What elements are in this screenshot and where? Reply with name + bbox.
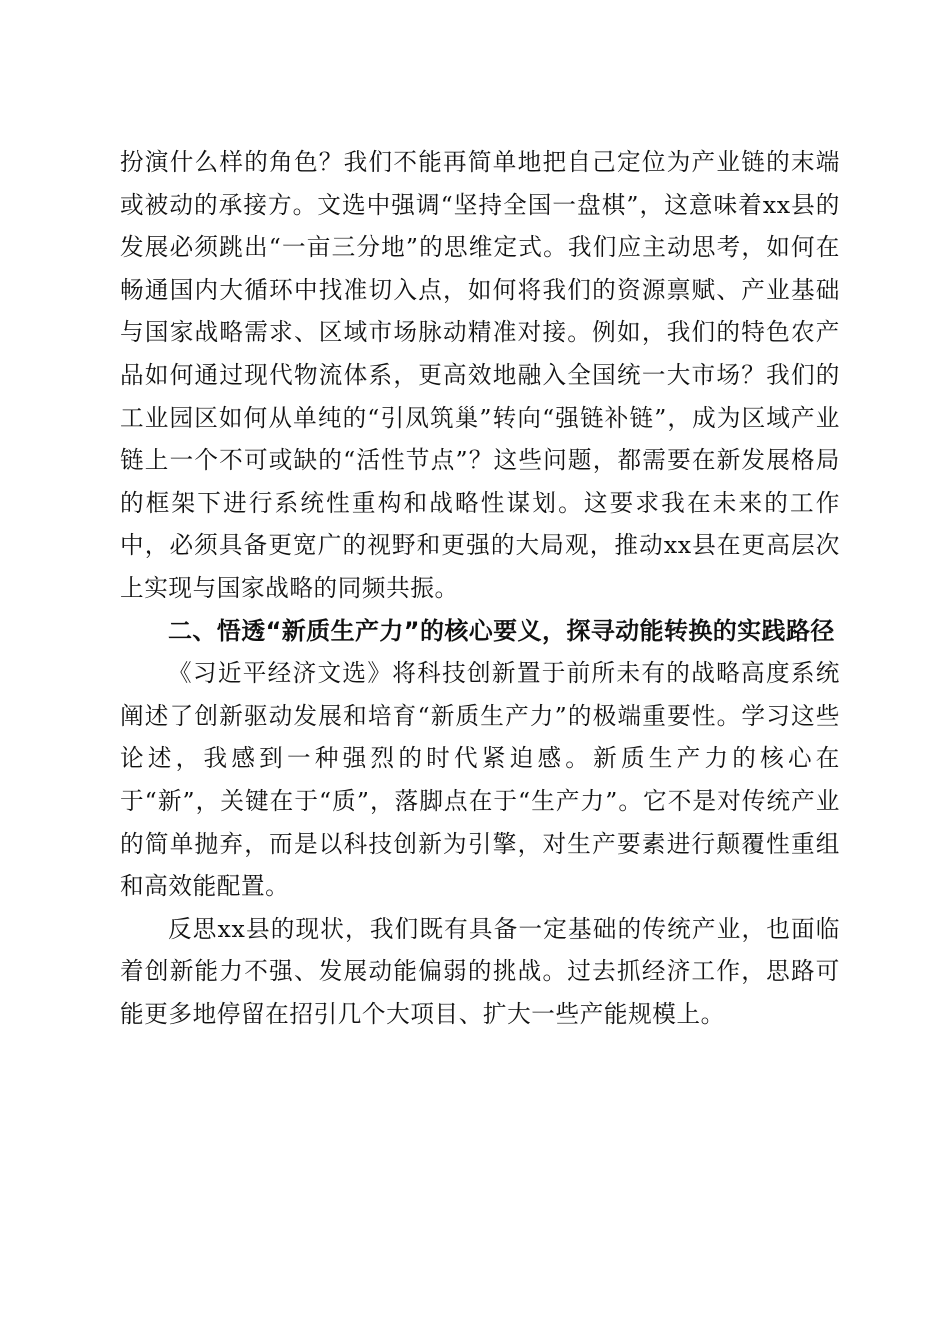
document-body: [120, 141, 840, 1035]
section-heading-2: 二、悟透“新质生产力”的核心要义，探寻动能转换的实践路径: [168, 616, 835, 645]
body-paragraph-1: 《习近平经济文选》将科技创新置于前所未有的战略高度系统阐述了创新驱动发展和培育“新质生产力”的极端重要性。学习这些论述，我感到一种强烈的时代紧迫感。新质生产力的核心在于“新”，关键在于“质”，落脚点在于“生产力”。它不是对传统产业的简单抛弃，而是以科技创新为引擎，对生产要素进行颠覆性重组和高效能配置。: [120, 659, 840, 901]
body-paragraph-2: 反思xx县的现状，我们既有具备一定基础的传统产业，也面临着创新能力不强、发展动能偏弱的挑战。过去抓经济工作，思路可能更多地停留在招引几个大项目、扩大一些产能规模上。: [120, 914, 840, 1028]
continuation-paragraph: 扮演什么样的角色？我们不能再简单地把自己定位为产业链的末端或被动的承接方。文选中强调“坚持全国一盘棋”，这意味着xx县的发展必须跳出“一亩三分地”的思维定式。我们应主动思考，如何在畅通国内大循环中找准切入点，如何将我们的资源禀赋、产业基础与国家战略需求、区域市场脉动精准对接。例如，我们的特色农产品如何通过现代物流体系，更高效地融入全国统一大市场？我们的工业园区如何从单纯的“引凤筑巢”转向“强链补链”，成为区域产业链上一个不可或缺的“活性节点”？这些问题，都需要在新发展格局的框架下进行系统性重构和战略性谋划。这要求我在未来的工作中，必须具备更宽广的视野和更强的大局观，推动xx县在更高层次上实现与国家战略的同频共振。: [120, 148, 840, 602]
